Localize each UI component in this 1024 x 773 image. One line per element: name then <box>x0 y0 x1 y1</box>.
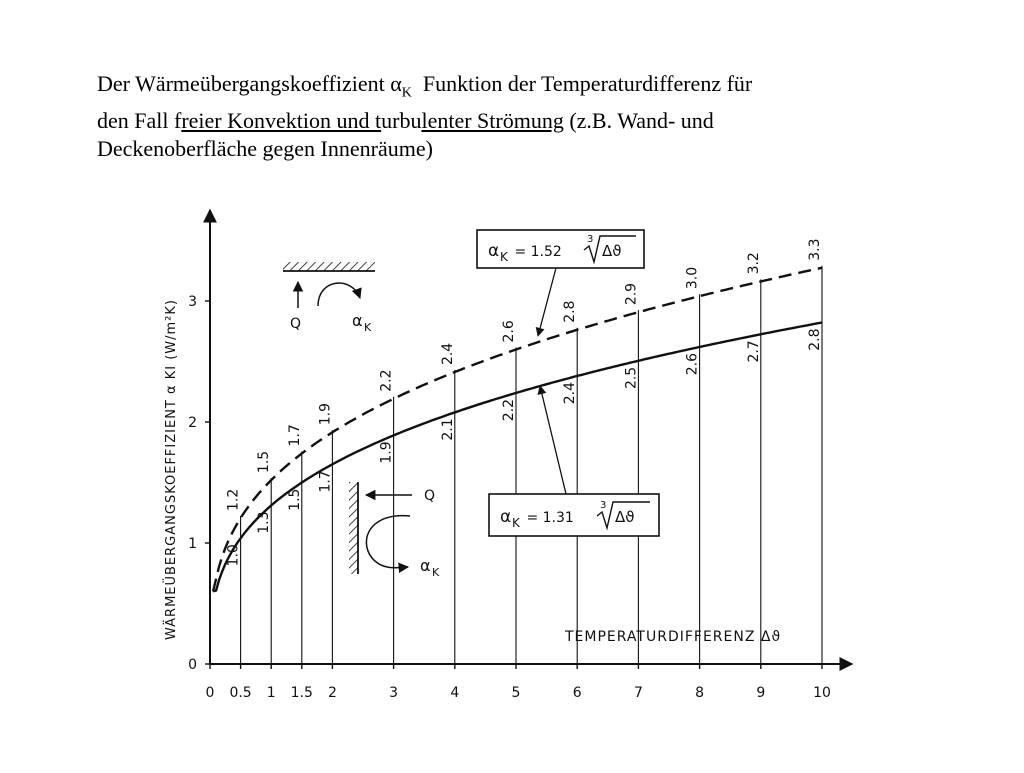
data-label-upper: 3.0 <box>684 266 701 290</box>
caption-line2-b: urbu <box>381 108 422 134</box>
data-label-upper: 2.9 <box>623 282 640 306</box>
caption-line1-a: Der Wärmeübergangskoeffizient α <box>97 71 402 96</box>
wall-alpha-sub: K <box>432 566 440 579</box>
x-axis-label: TEMPERATURDIFFERENZ Δϑ <box>565 629 782 645</box>
y-axis-label: WÄRMEÜBERGANGSKOEFFIZIENT α KI (W/m²K) <box>164 299 179 640</box>
data-label-upper: 2.2 <box>378 369 395 392</box>
x-tick-label: 3 <box>389 685 399 701</box>
data-label-upper: 1.5 <box>256 450 273 474</box>
data-label-upper: 1.7 <box>286 424 303 447</box>
y-tick-label: 0 <box>188 657 197 673</box>
x-tick-label: 8 <box>695 685 705 701</box>
y-tick-label: 3 <box>188 294 197 310</box>
data-label-upper: 1.2 <box>225 488 242 512</box>
caption-line2-underline-1: reier Konvektion und t <box>181 108 382 134</box>
caption-line2-a: den Fall f <box>97 108 182 134</box>
lower-formula-box <box>489 494 659 536</box>
data-label-upper: 3.3 <box>807 238 823 261</box>
wall-convection-diagram <box>349 482 440 579</box>
data-label-upper: 2.6 <box>501 320 517 343</box>
x-tick-label: 9 <box>756 685 766 701</box>
upper-formula-pointer <box>538 268 556 336</box>
data-label-upper: 1.9 <box>317 403 334 426</box>
x-tick-label: 10 <box>813 685 831 701</box>
y-tick-label: 2 <box>188 415 197 431</box>
upper-formula-arg: Δϑ <box>602 242 622 260</box>
data-label-upper: 2.4 <box>439 342 456 366</box>
data-label-lower: 1.3 <box>256 511 273 534</box>
data-label-upper: 3.2 <box>745 252 762 275</box>
ceiling-alpha-label: α <box>352 311 363 330</box>
ceiling-q-label: Q <box>290 316 302 332</box>
series-line-lower-solid <box>213 323 822 592</box>
data-label-lower: 1.0 <box>225 544 242 567</box>
upper-formula-box <box>477 230 644 268</box>
upper-formula-root-index: 3 <box>587 234 594 245</box>
data-label-lower: 2.4 <box>562 381 579 405</box>
lower-formula-arg: Δϑ <box>615 508 635 526</box>
data-label-lower: 1.5 <box>286 488 303 511</box>
data-label-lower: 2.8 <box>807 328 823 351</box>
data-label-lower: 2.5 <box>623 366 640 390</box>
x-tick-label: 0.5 <box>229 685 252 701</box>
x-tick-label: 7 <box>633 685 643 701</box>
data-label-lower: 2.6 <box>684 352 701 376</box>
lower-formula-sub: K <box>512 516 520 530</box>
y-tick-label: 1 <box>188 536 197 552</box>
upper-formula-sub: K <box>500 250 508 264</box>
data-label-lower: 1.9 <box>378 441 395 464</box>
wall-flow-arrow <box>366 516 410 568</box>
data-label-lower: 1.7 <box>317 470 334 493</box>
caption-line1-b: Funktion der Temperaturdifferenz für <box>411 71 753 96</box>
wall-q-label: Q <box>424 488 436 504</box>
data-label-upper: 2.8 <box>562 300 579 323</box>
caption-line1-sub: K <box>401 85 412 101</box>
series-line-upper-dashed <box>213 268 822 592</box>
data-label-lower: 2.1 <box>439 418 456 441</box>
lower-formula-root-index: 3 <box>600 500 607 511</box>
ceiling-flow-arrow <box>318 283 360 306</box>
wall-hatch <box>349 482 358 574</box>
data-label-lower: 2.7 <box>745 340 762 363</box>
x-tick-label: 2 <box>327 685 337 701</box>
x-tick-label: 1.5 <box>290 685 313 701</box>
lower-formula-text: = 1.31 <box>522 510 579 526</box>
lower-formula-alpha: α <box>500 507 512 527</box>
ceiling-alpha-sub: K <box>364 321 372 334</box>
caption-line3: Deckenoberfläche gegen Innenräume) <box>97 136 433 162</box>
x-tick-label: 4 <box>450 685 460 701</box>
ceiling-hatch <box>283 262 375 271</box>
data-label-lower: 2.2 <box>501 398 517 422</box>
x-tick-label: 5 <box>511 685 521 701</box>
wall-alpha-label: α <box>420 556 431 575</box>
ceiling-convection-diagram <box>283 262 375 334</box>
x-tick-label: 6 <box>572 685 582 701</box>
caption-line2-underline-2: lenter Strömung <box>421 108 564 134</box>
upper-formula-text: = 1.52 <box>510 244 567 260</box>
x-tick-label: 1 <box>266 685 276 701</box>
upper-formula-alpha: α <box>488 241 500 261</box>
caption-line2-c: (z.B. Wand- und <box>563 108 714 134</box>
x-tick-label: 0 <box>205 685 215 701</box>
